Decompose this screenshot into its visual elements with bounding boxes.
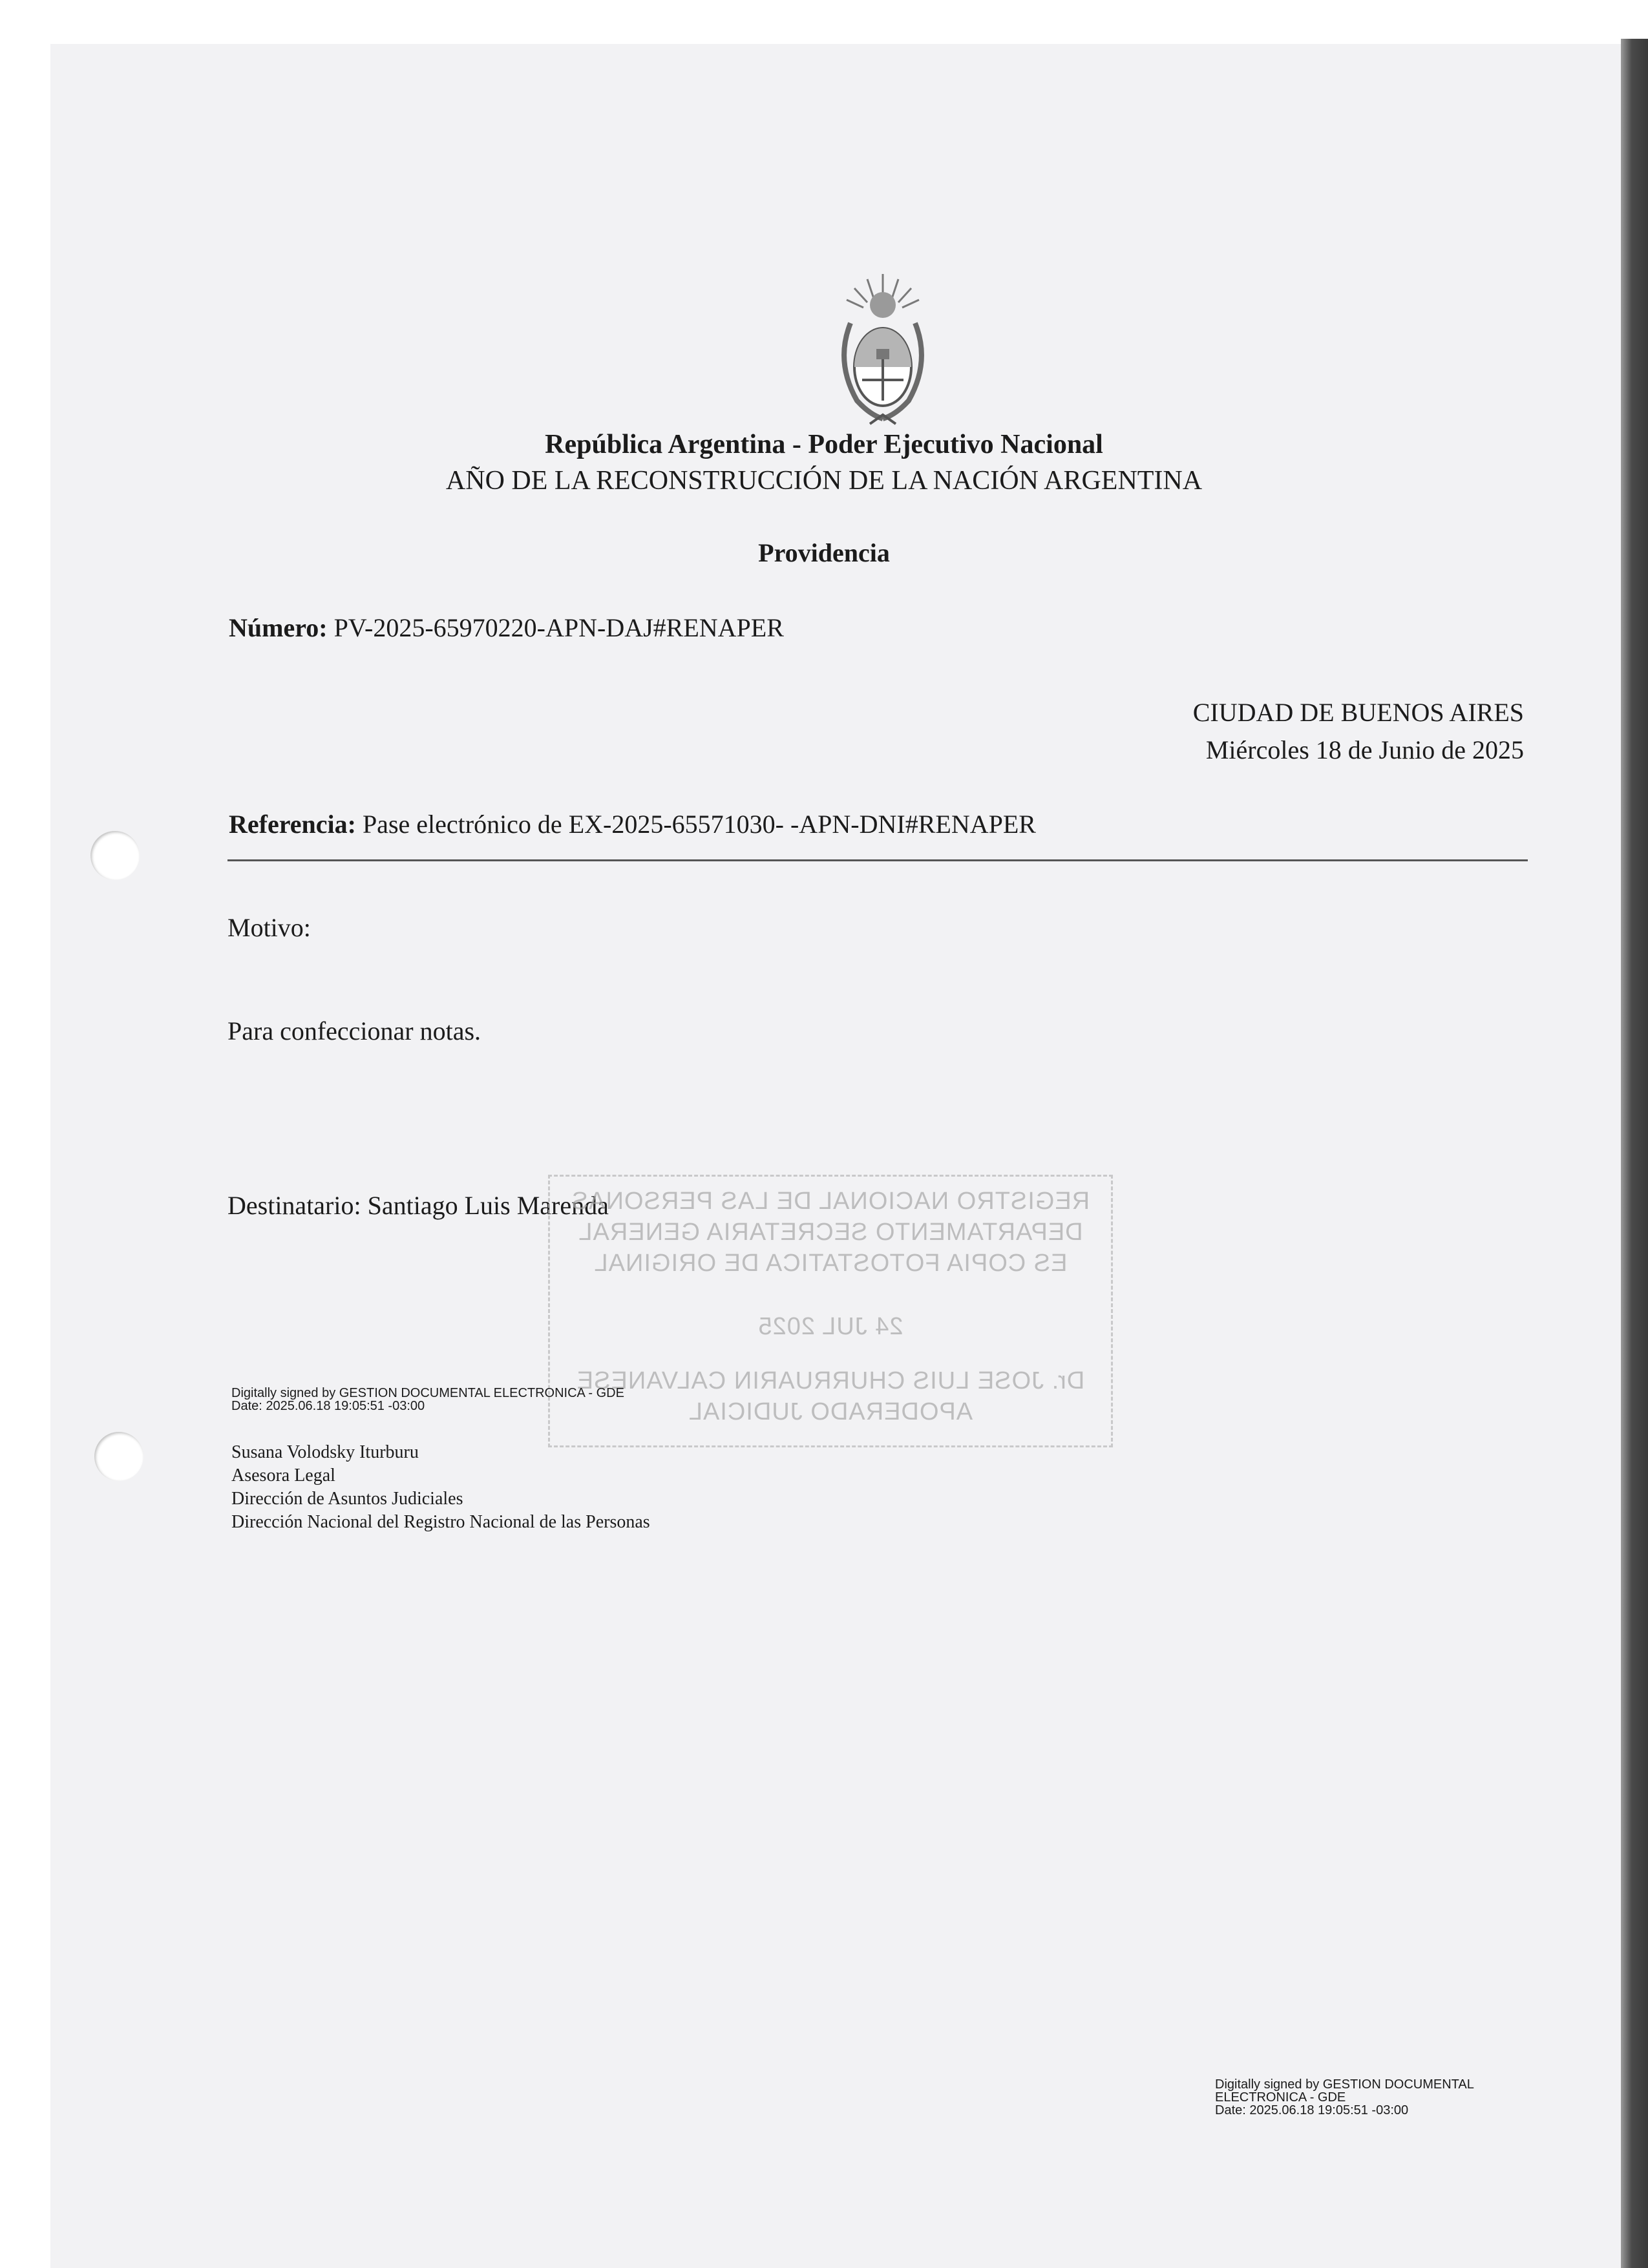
motivo-label: Motivo: <box>227 913 311 942</box>
numero-label: Número: <box>229 613 328 642</box>
footer-sig-line-2: ELECTRONICA - GDE <box>1215 2090 1346 2105</box>
destinatario: Destinatario: Santiago Luis Marenda <box>227 1191 609 1220</box>
digital-signature-block <box>231 1387 624 1412</box>
motivo-text: Para confeccionar notas. <box>227 1016 481 1045</box>
referencia-value: Pase electrónico de EX-2025-65571030- -APN-DNI#RENAPER <box>362 810 1036 839</box>
punch-hole-top <box>90 831 140 880</box>
certification-stamp <box>548 1175 1113 1447</box>
digital-signed-by: Digitally signed by GESTION DOCUMENTAL ELECTRONICA - GDE <box>231 1386 624 1400</box>
stamp-line-2: DEPARTAMENTO SECRETARIA GENERAL <box>578 1219 1083 1246</box>
stamp-line-1: REGISTRO NACIONAL DE LAS PERSONAS <box>571 1188 1090 1215</box>
stamp-line-6: APODERADO JUDICIAL <box>688 1398 973 1425</box>
referencia-label: Referencia: <box>229 810 356 839</box>
numero-line <box>229 613 784 643</box>
date: Miércoles 18 de Junio de 2025 <box>1205 735 1524 764</box>
footer-sig-line-1: Digitally signed by GESTION DOCUMENTAL <box>1215 2077 1474 2092</box>
signer-name: Susana Volodsky Iturburu <box>231 1442 419 1462</box>
signer-office-2: Dirección Nacional del Registro Nacional de las Personas <box>231 1512 650 1532</box>
signer-role: Asesora Legal <box>231 1465 335 1486</box>
referencia-line <box>229 809 1036 839</box>
stamp-line-3: ES COPIA FOTOSTATICA DE ORIGINAL <box>593 1250 1068 1277</box>
reference-divider <box>227 859 1528 861</box>
stamp-line-5: Dr. JOSE LUIS CHURRUARIN CALVANESE <box>576 1367 1085 1394</box>
digital-signed-date: Date: 2025.06.18 19:05:51 -03:00 <box>231 1399 425 1413</box>
signer-block <box>231 1441 650 1534</box>
footer-digital-signature <box>1215 2078 1474 2117</box>
footer-sig-line-3: Date: 2025.06.18 19:05:51 -03:00 <box>1215 2103 1409 2117</box>
punch-hole-bottom <box>94 1432 143 1481</box>
stamp-line-4: 24 JUL 2025 <box>757 1313 903 1340</box>
coat-of-arms-emblem <box>831 271 935 426</box>
signer-office-1: Dirección de Asuntos Judiciales <box>231 1489 463 1509</box>
scan-edge <box>1621 39 1648 2268</box>
place-date-block <box>1193 694 1524 769</box>
header-title: República Argentina - Poder Ejecutivo Nacional <box>545 430 1103 459</box>
numero-value: PV-2025-65970220-APN-DAJ#RENAPER <box>333 613 784 642</box>
header-year-motto: AÑO DE LA RECONSTRUCCIÓN DE LA NACIÓN ARGENTINA <box>445 466 1203 496</box>
city: CIUDAD DE BUENOS AIRES <box>1192 698 1524 727</box>
document-type: Providencia <box>758 538 890 567</box>
